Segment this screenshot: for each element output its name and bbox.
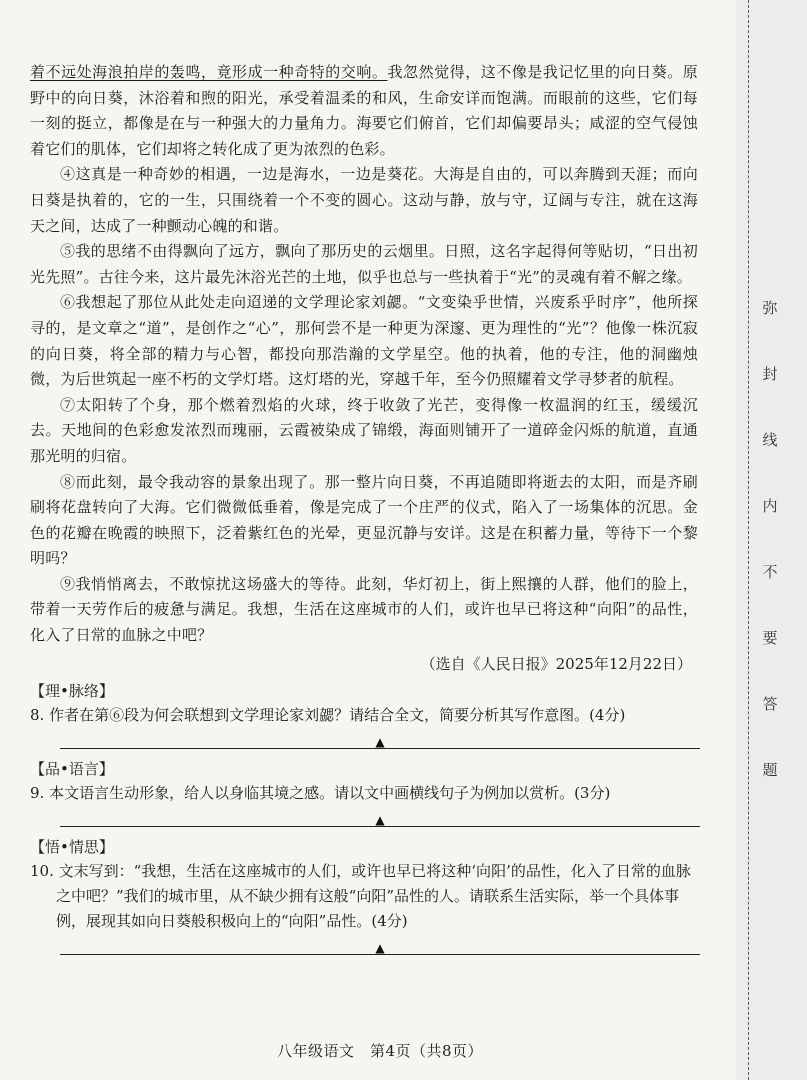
answer-marker-icon: ▲ (375, 734, 385, 749)
binding-char: 不 (762, 563, 778, 581)
page-footer: 八年级语文 第4页（共8页） (276, 1042, 484, 1060)
answer-line-q8[interactable] (60, 730, 700, 749)
answer-marker-icon: ▲ (375, 940, 385, 955)
binding-char: 线 (762, 431, 778, 449)
section-label-insight: 【悟•情思】 (30, 837, 114, 856)
exam-content (30, 60, 698, 963)
section-label-structure: 【理•脉络】 (30, 681, 114, 700)
passage-paragraph-7: ⑦太阳转了个身，那个燃着烈焰的火球，终于收敛了光芒，变得像一枚温润的红玉，缓缓沉去。天地间的色彩愈发浓烈而瑰丽，云霞被染成了锦缎，海面则铺开了一道碎金闪烁的航道，直通那光明的归宿。 (30, 395, 698, 465)
passage-source: （选自《人民日报》2025年12月22日） (420, 654, 692, 673)
binding-char: 内 (762, 497, 778, 515)
question-9: 9. 本文语言生动形象，给人以身临其境之感。请以文中画横线句子为例加以赏析。(3分) (30, 783, 611, 802)
answer-marker-icon: ▲ (375, 812, 385, 827)
binding-dashed-line (748, 0, 749, 1080)
answer-line-q10[interactable] (60, 936, 700, 955)
binding-char: 弥 (762, 299, 778, 317)
binding-margin-notice (756, 300, 784, 828)
section-label-language: 【品•语言】 (30, 759, 114, 778)
binding-char: 题 (762, 761, 778, 779)
question-8: 8. 作者在第⑥段为何会联想到文学理论家刘勰？请结合全文，简要分析其写作意图。(4分) (30, 705, 626, 724)
question-10: 10. 文末写到：“我想，生活在这座城市的人们，或许也早已将这种‘向阳’的品性，化入了日常的血脉之中吧？”我们的城市里，从不缺少拥有这般“向阳”品性的人。请联系生活实际，举一个具体事例，展现其如向日葵般积极向上的“向阳”品性。(4分) (30, 861, 691, 930)
binding-char: 答 (762, 695, 778, 713)
passage-paragraph-6: ⑥我想起了那位从此处走向迢递的文学理论家刘勰。“文变染乎世情，兴废系乎时序”，他所探寻的，是文章之“道”，是创作之“心”，那何尝不是一种更为深邃、更为理性的“光”？他像一株沉寂的向日葵，将全部的精力与心智，都投向那浩瀚的文学星空。他的执着，他的专注，他的洞幽烛微，为后世筑起一座不朽的文学灯塔。这灯塔的光，穿越千年，至今仍照耀着文学寻梦者的航程。 (30, 293, 698, 389)
answer-line-q9[interactable] (60, 808, 700, 827)
passage-paragraph-5: ⑤我的思绪不由得飘向了远方，飘向了那历史的云烟里。日照，这名字起得何等贴切，“日出初光先照”。古往今来，这片最先沐浴光芒的土地，似乎也总与一些执着于“光”的灵魂有着不解之缘。 (30, 242, 698, 286)
passage-paragraph-3-continued (30, 60, 698, 162)
binding-char: 封 (762, 365, 778, 383)
passage-paragraph-8: ⑧而此刻，最令我动容的景象出现了。那一整片向日葵，不再追随即将逝去的太阳，而是齐刷刷将花盘转向了大海。它们微微低垂着，像是完成了一个庄严的仪式，陷入了一场集体的沉思。金色的花瓣在晚霞的映照下，泛着紫红色的光晕，更显沉静与安详。这是在积蓄力量，等待下一个黎明吗？ (30, 472, 698, 568)
passage-paragraph-9: ⑨我悄悄离去，不敢惊扰这场盛大的等待。此刻，华灯初上，街上熙攘的人群，他们的脸上，带着一天劳作后的疲惫与满足。我想，生活在这座城市的人们，或许也早已将这种“向阳”的品性，化入了日常的血脉之中吧？ (30, 574, 698, 645)
binding-char: 要 (762, 629, 778, 647)
underlined-sentence: 着不远处海浪拍岸的轰鸣，竟形成一种奇特的交响。 (30, 63, 388, 81)
paragraph-3-rest: 我忽然觉得，这不像是我记忆里的向日葵。原野中的向日葵，沐浴着和煦的阳光，承受着温柔的和风，生命安详而饱满。而眼前的这些，它们每一刻的挺立，都像是在与一种强大的力量角力。海要它们俯首，它们却偏要昂头；咸涩的空气侵蚀着它们的肌体，它们却将之转化成了更为浓烈的色彩。 (30, 63, 698, 158)
passage-paragraph-4: ④这真是一种奇妙的相遇，一边是海水，一边是葵花。大海是自由的，可以奔腾到天涯；而向日葵是执着的，它的一生，只围绕着一个不变的圆心。这动与静，放与守，辽阔与专注，就在这海天之间，达成了一种颤动心魄的和谐。 (30, 165, 698, 235)
